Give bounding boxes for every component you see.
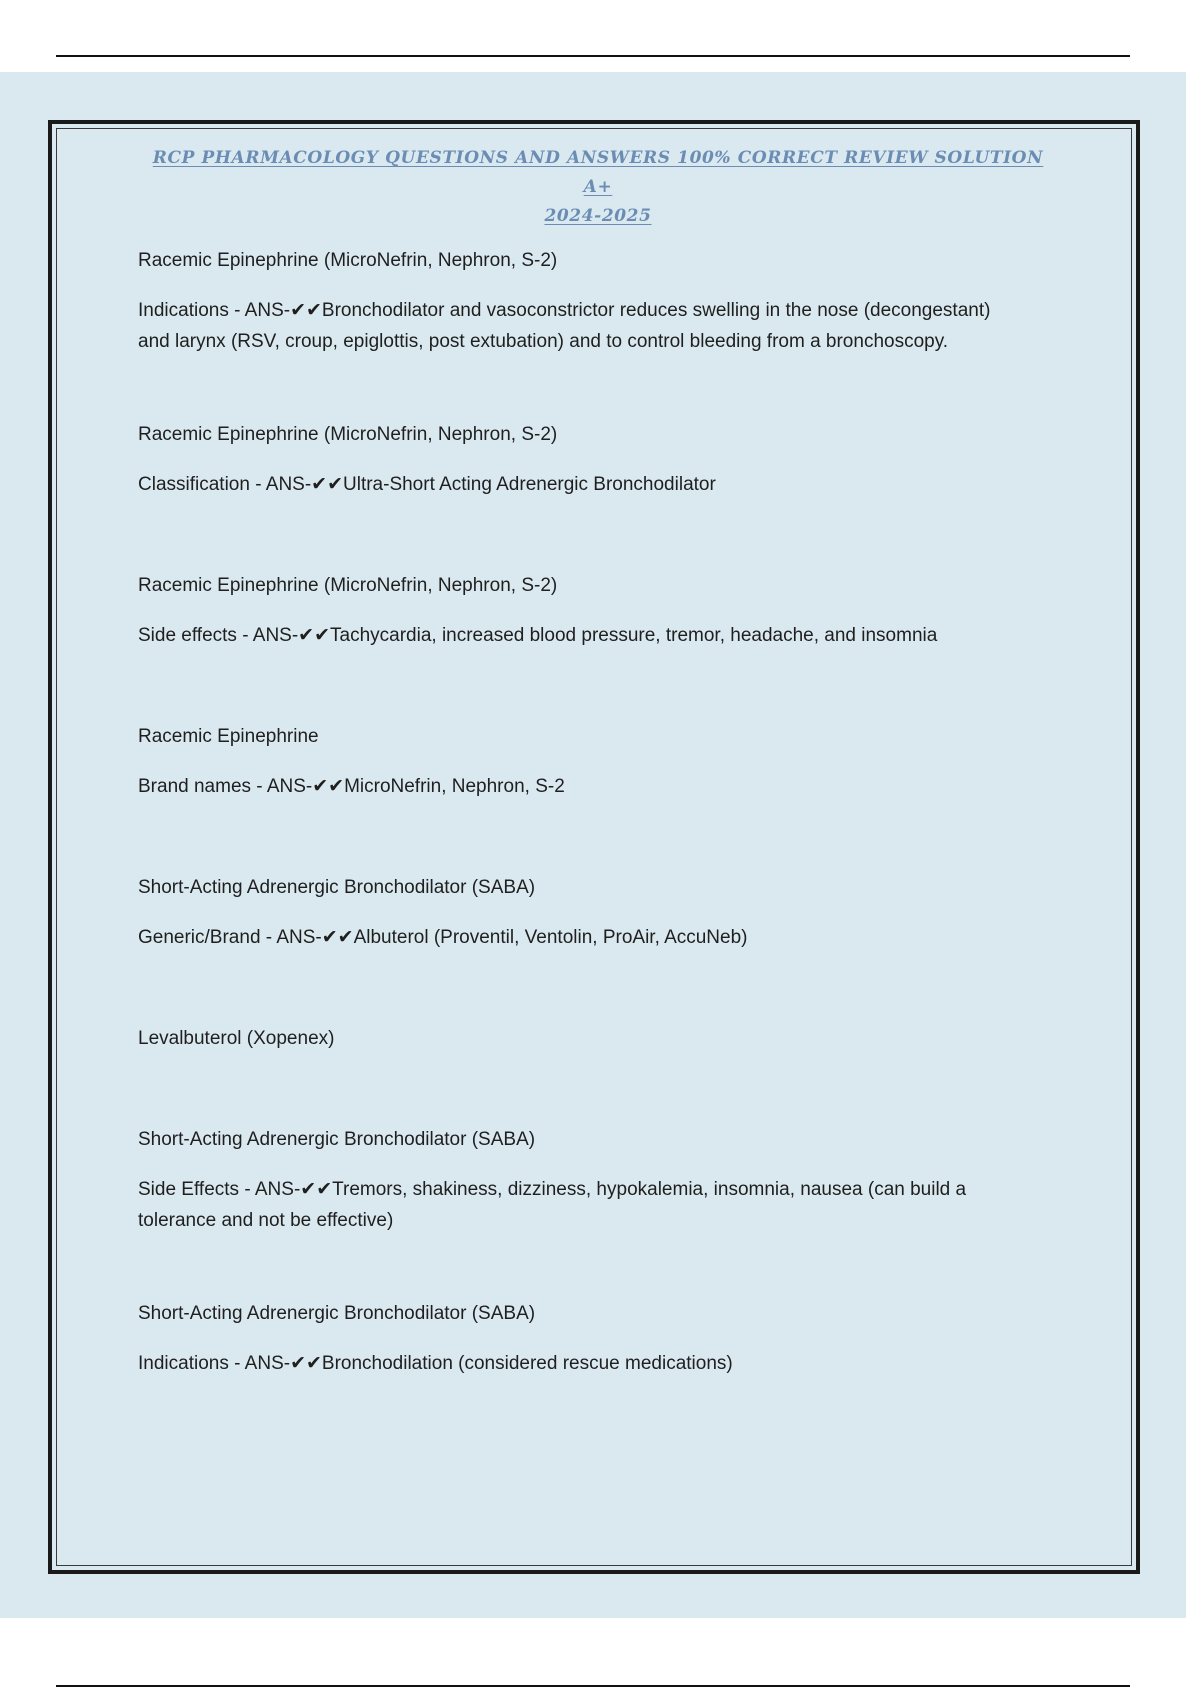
answer-text: Generic/Brand - ANS-✔✔Albuterol (Proventil, Ventolin, ProAir, AccuNeb) [138, 927, 748, 948]
answer-text: Brand names - ANS-✔✔MicroNefrin, Nephron, S-2 [138, 776, 565, 797]
question-text: Racemic Epinephrine [138, 726, 319, 747]
spacer [138, 500, 1058, 570]
header-rule [56, 55, 1130, 57]
answer-text: Classification - ANS-✔✔Ultra-Short Acting Adrenergic Bronchodilator [138, 474, 716, 495]
question-text: Short-Acting Adrenergic Bronchodilator (SABA) [138, 877, 536, 898]
qa-entry-1 [138, 245, 1058, 357]
answer-text: Indications - ANS-✔✔Bronchodilation (considered rescue medications) [138, 1353, 733, 1374]
question-text: Racemic Epinephrine (MicroNefrin, Nephron, S-2) [138, 575, 558, 596]
question-text: Levalbuterol (Xopenex) [138, 1028, 335, 1049]
document-title-line2: 2024-2025 [544, 206, 652, 226]
qa-entry-2 [138, 419, 1058, 500]
qa-entry-4 [138, 721, 1058, 802]
spacer [138, 357, 1058, 419]
answer-text: Side effects - ANS-✔✔Tachycardia, increased blood pressure, tremor, headache, and insomnia [138, 625, 938, 646]
spacer [138, 1236, 1058, 1298]
qa-entry-7 [138, 1124, 1058, 1236]
document-title [138, 144, 1058, 231]
question-text: Short-Acting Adrenergic Bronchodilator (SABA) [138, 1303, 536, 1324]
question-text: Racemic Epinephrine (MicroNefrin, Nephron, S-2) [138, 250, 558, 271]
spacer [138, 1054, 1058, 1124]
document-title-line1: RCP PHARMACOLOGY QUESTIONS AND ANSWERS 100% CORRECT REVIEW SOLUTION A+ [152, 148, 1044, 197]
spacer [138, 802, 1058, 872]
answer-text: Side Effects - ANS-✔✔Tremors, shakiness, dizziness, hypokalemia, insomnia, nausea (can build a tolerance and not be effective) [138, 1179, 967, 1231]
spacer [138, 953, 1058, 1023]
footer-rule [56, 1685, 1130, 1687]
qa-entry-8 [138, 1298, 1058, 1379]
question-text: Short-Acting Adrenergic Bronchodilator (SABA) [138, 1129, 536, 1150]
spacer [138, 651, 1058, 721]
qa-entry-3 [138, 570, 1058, 651]
question-text: Racemic Epinephrine (MicroNefrin, Nephron, S-2) [138, 424, 558, 445]
document-content [138, 144, 1058, 1379]
qa-entry-5 [138, 872, 1058, 953]
answer-text: Indications - ANS-✔✔Bronchodilator and vasoconstrictor reduces swelling in the nose (decongestant) and larynx (RSV, croup, epiglottis, post extubation) and to control bleeding from a bronchoscopy. [138, 300, 991, 352]
qa-entry-6 [138, 1023, 1058, 1054]
